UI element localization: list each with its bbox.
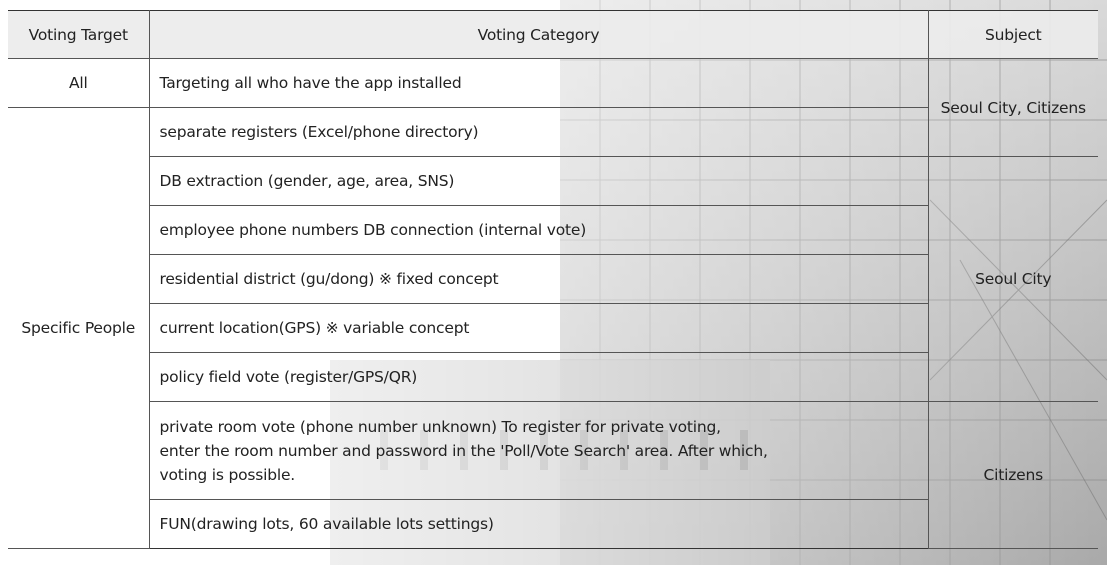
target-specific-people-cell: Specific People (8, 108, 149, 549)
category-cell: employee phone numbers DB connection (internal vote) (149, 206, 928, 255)
header-subject: Subject (928, 11, 1098, 59)
target-all-cell: All (8, 59, 149, 108)
category-line: enter the room number and password in the 'Poll/Vote Search' area. After which, (159, 441, 768, 460)
category-cell: separate registers (Excel/phone directory) (149, 108, 928, 157)
category-cell: Targeting all who have the app installed (149, 59, 928, 108)
subject-seoul-citizens-cell: Seoul City, Citizens (928, 59, 1098, 157)
subject-citizens-cell: Citizens (928, 402, 1098, 549)
header-voting-category: Voting Category (149, 11, 928, 59)
table-header-row (8, 11, 1098, 59)
category-cell: FUN(drawing lots, 60 available lots settings) (149, 500, 928, 549)
table-row (8, 59, 1098, 108)
category-cell: DB extraction (gender, age, area, SNS) (149, 157, 928, 206)
category-line: voting is possible. (159, 465, 296, 484)
voting-table (8, 10, 1098, 549)
table-row (8, 402, 1098, 500)
category-line: private room vote (phone number unknown) To register for private voting, (159, 417, 721, 436)
header-voting-target: Voting Target (8, 11, 149, 59)
table-row (8, 157, 1098, 206)
category-cell: current location(GPS) ※ variable concept (149, 304, 928, 353)
category-cell: policy field vote (register/GPS/QR) (149, 353, 928, 402)
category-cell-private-room (149, 402, 928, 500)
subject-seoul-city-cell: Seoul City (928, 157, 1098, 402)
category-cell: residential district (gu/dong) ※ fixed concept (149, 255, 928, 304)
